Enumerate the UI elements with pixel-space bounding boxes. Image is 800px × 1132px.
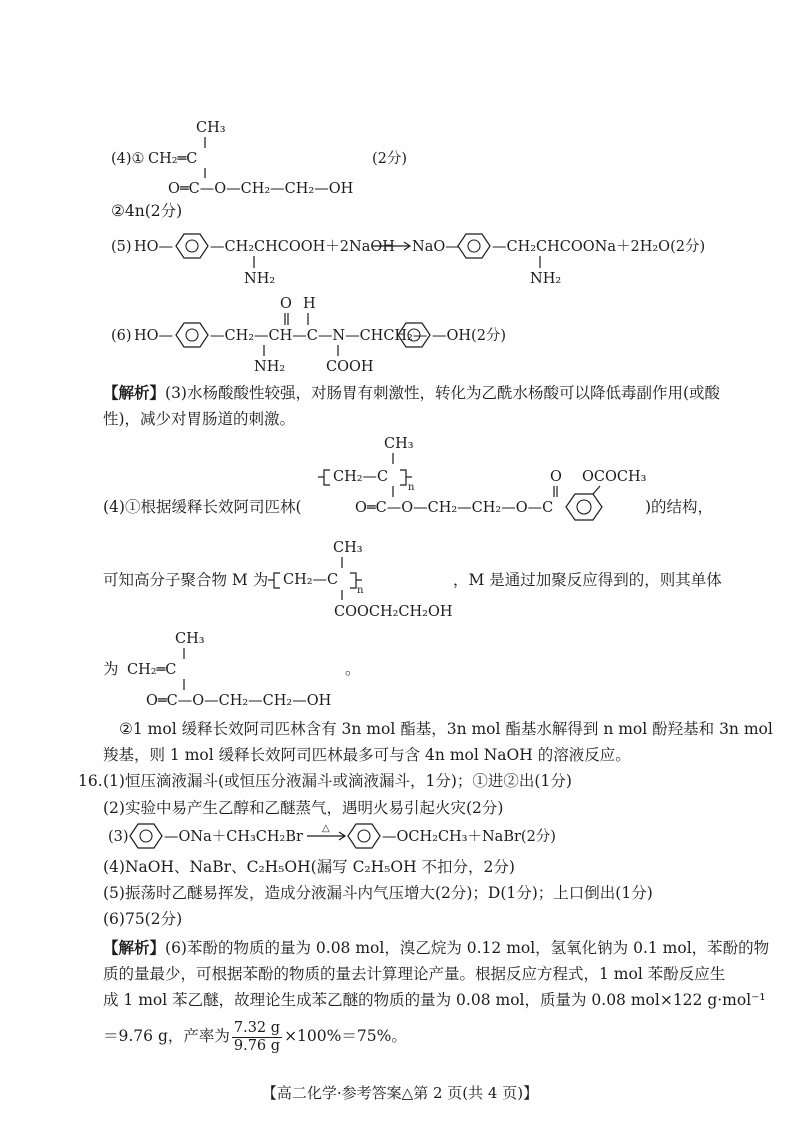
q4-ch3: CH₃ (196, 120, 226, 136)
jiexi2-line4 (103, 1017, 407, 1055)
q5-ho: HO— (134, 239, 174, 255)
aspirin-o: O (550, 469, 562, 485)
q16-answer-6: (6)75(2分) (103, 910, 183, 928)
q6-ho: HO— (134, 328, 174, 344)
analysis-tag: 【解析】 (103, 383, 166, 402)
part2-line1: ②1 mol 缓释长效阿司匹林含有 3n mol 酯基，3n mol 酯基水解得到 n mol 酚羟基和 3n mol (119, 720, 773, 738)
fraction-numerator: 7.32 g (233, 1019, 281, 1036)
yield-result: ×100%＝75%。 (284, 1027, 407, 1045)
q6-nh2: NH₂ (254, 359, 286, 375)
q5-reaction (111, 234, 705, 287)
q4-label: (4)① (111, 151, 145, 167)
monomer-prefix: 为 (103, 660, 119, 678)
q6-structure (111, 296, 506, 375)
q6-cooh: COOH (326, 359, 374, 375)
q4-score: (2分) (372, 151, 408, 167)
monomer-ch3: CH₃ (175, 631, 205, 647)
q4-ch2c: CH₂═C (148, 151, 198, 167)
polymer-backbone: CH₂—C (283, 572, 339, 588)
benzene-ring-icon (130, 824, 162, 848)
analysis-tag: 【解析】 (103, 938, 166, 957)
monomer-end: 。 (345, 660, 361, 678)
monomer-ch2c: CH₂═C (127, 662, 177, 678)
q16-answer-4: (4)NaOH、NaBr、C₂H₅OH(漏写 C₂H₅OH 不扣分，2分) (103, 858, 515, 876)
q5-nh2-left: NH₂ (244, 271, 276, 287)
fraction-denominator: 9.76 g (233, 1037, 281, 1054)
aspirin-prefix: (4)①根据缓释长效阿司匹林( (103, 498, 302, 516)
q4-ester: O═C—O—CH₂—CH₂—OH (168, 181, 354, 197)
polymer-side-chain: COOCH₂CH₂OH (334, 604, 453, 620)
q16-number: 16. (78, 772, 103, 790)
jiexi2-line3: 成 1 mol 苯乙醚，故理论生成苯乙醚的物质的量为 0.08 mol，质量为 0.08 mol×122 g·mol⁻¹ (103, 991, 766, 1009)
q6-label: (6) (111, 328, 132, 344)
part2-line2: 羧基，则 1 mol 缓释长效阿司匹林最多可与含 4n mol NaOH 的溶液反应。 (103, 746, 631, 764)
polymer-suffix: ，M 是通过加聚反应得到的，则其单体 (453, 571, 722, 589)
q16-3-reaction (108, 823, 556, 848)
benzene-ring-icon (458, 234, 490, 258)
q4-part2: ②4n(2分) (111, 202, 183, 220)
q6-chain: —CH₂—CH—C—N—CHCH₂— (210, 328, 428, 344)
q16-answer-5: (5)振荡时乙醚易挥发，造成分液漏斗内气压增大(2分)；D(1分)；上口倒出(1分) (103, 884, 653, 902)
q6-o: O (280, 296, 292, 312)
aspirin-suffix: )的结构， (645, 498, 714, 516)
q5-reactant-chain: —CH₂CHCOOH＋2NaOH (210, 239, 395, 255)
q5-label: (5) (111, 239, 132, 255)
jiexi1-text: (3)水杨酸酸性较强，对肠胃有刺激性，转化为乙酰水杨酸可以降低毒副作用(或酸 (165, 384, 721, 402)
q16-3-product: —OCH₂CH₃＋NaBr(2分) (382, 829, 556, 845)
polymer-n: n (357, 585, 364, 596)
q5-nao: NaO— (412, 239, 460, 255)
yield-fraction (232, 1020, 282, 1055)
aspirin-n: n (408, 482, 415, 493)
benzene-ring-icon (176, 234, 208, 258)
aspirin-ch3: CH₃ (384, 436, 414, 452)
polymer-structure (268, 540, 453, 620)
q16-3-reactant: —ONa＋CH₃CH₂Br (164, 829, 303, 845)
q5-nh2-right: NH₂ (530, 271, 562, 287)
jiexi1-line2: 性)，减少对胃肠道的刺激。 (103, 410, 296, 428)
page-footer: 【高二化学·参考答案△第 2 页(共 4 页)】 (261, 1084, 539, 1102)
aspirin-structure (318, 436, 647, 520)
q16-answer-1: (1)恒压滴液漏斗(或恒压分液漏斗或滴液漏斗，1分)；①进②出(1分) (103, 772, 572, 790)
monomer-structure (127, 631, 331, 709)
heat-delta-icon: △ (322, 823, 330, 834)
q6-h: H (303, 296, 316, 312)
polymer-prefix: 可知高分子聚合物 M 为 (103, 571, 269, 589)
polymer-ch3: CH₃ (333, 540, 363, 556)
aspirin-ococh3: OCOCH₃ (582, 469, 647, 485)
monomer-ester: O═C—O—CH₂—CH₂—OH (146, 693, 332, 709)
jiexi1-line1 (103, 383, 720, 403)
jiexi2-line1 (103, 938, 769, 958)
aspirin-chain: O═C—O—CH₂—CH₂—O—C (355, 500, 554, 516)
q4-structure (111, 120, 407, 197)
yield-prefix: ＝9.76 g，产率为 (103, 1027, 230, 1045)
q6-oh: —OH(2分) (432, 328, 507, 344)
aspirin-backbone: CH₂—C (333, 469, 389, 485)
q16-answer-2: (2)实验中易产生乙醇和乙醚蒸气，遇明火易引起火灾(2分) (103, 799, 504, 817)
benzene-ring-icon (566, 494, 602, 520)
q5-product-chain: —CH₂CHCOONa＋2H₂O(2分) (492, 239, 706, 255)
jiexi2-text: (6)苯酚的物质的量为 0.08 mol，溴乙烷为 0.12 mol，氢氧化钠为 0.1 mol，苯酚的物 (165, 939, 770, 957)
benzene-ring-icon (176, 323, 208, 347)
jiexi2-line2: 质的量最少，可根据苯酚的物质的量去计算理论产量。根据反应方程式，1 mol 苯酚反应生 (103, 965, 726, 983)
benzene-ring-icon (348, 824, 380, 848)
q16-3-label: (3) (108, 829, 129, 845)
